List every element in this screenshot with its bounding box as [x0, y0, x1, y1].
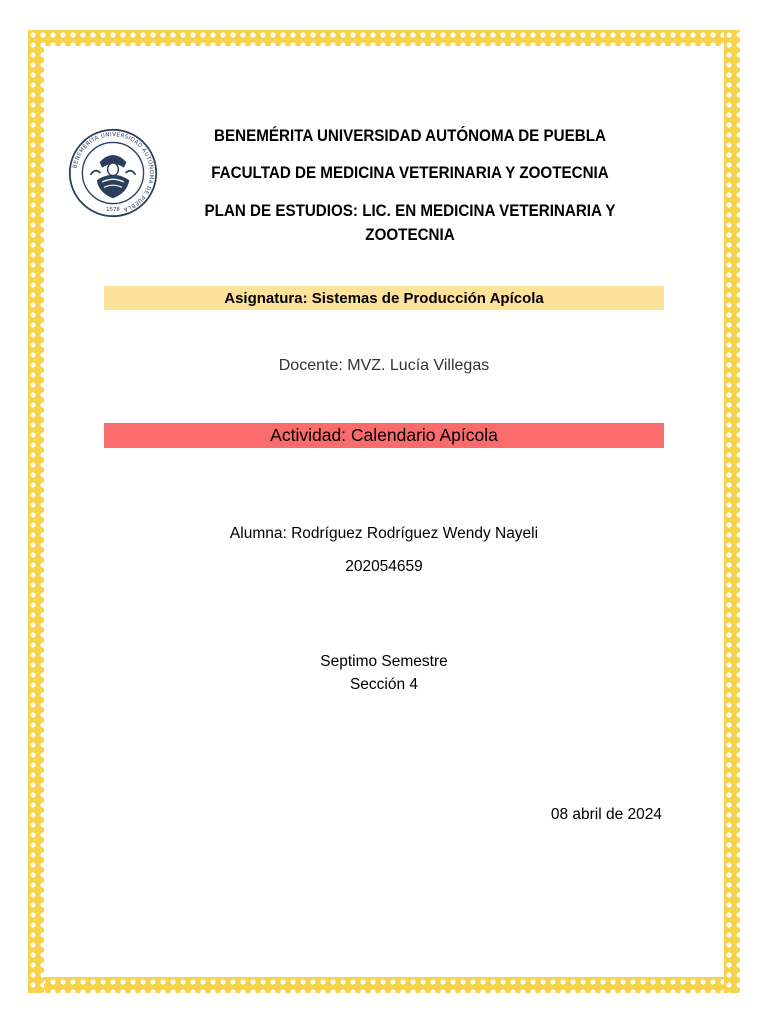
- student-id: 202054659: [345, 558, 423, 575]
- seal-text: BENEMÉRITA UNIVERSIDAD AUTÓNOMA DE PUEBLA: [72, 132, 154, 213]
- activity-banner: Actividad: Calendario Apícola: [104, 423, 664, 448]
- document-date: 08 abril de 2024: [550, 806, 662, 823]
- university-seal-icon: [68, 128, 158, 218]
- decorative-border-bottom: [28, 977, 740, 993]
- seal-year: 1578: [106, 206, 120, 213]
- faculty-name: FACULTAD DE MEDICINA VETERINARIA Y ZOOTECNIA: [211, 164, 609, 182]
- decorative-border-top: [28, 30, 740, 46]
- decorative-border-right: [724, 30, 740, 993]
- decorative-border-left: [28, 30, 44, 993]
- subject-banner: Asignatura: Sistemas de Producción Apícola: [104, 286, 664, 310]
- university-name: BENEMÉRITA UNIVERSIDAD AUTÓNOMA DE PUEBLA: [214, 127, 606, 145]
- semester: Septimo Semestre: [320, 653, 448, 670]
- teacher-name: Docente: MVZ. Lucía Villegas: [278, 357, 490, 374]
- student-name: Alumna: Rodríguez Rodríguez Wendy Nayeli: [229, 525, 539, 542]
- section: Sección 4: [349, 676, 419, 693]
- study-plan: PLAN DE ESTUDIOS: LIC. EN MEDICINA VETERINARIA Y ZOOTECNIA: [204, 202, 616, 244]
